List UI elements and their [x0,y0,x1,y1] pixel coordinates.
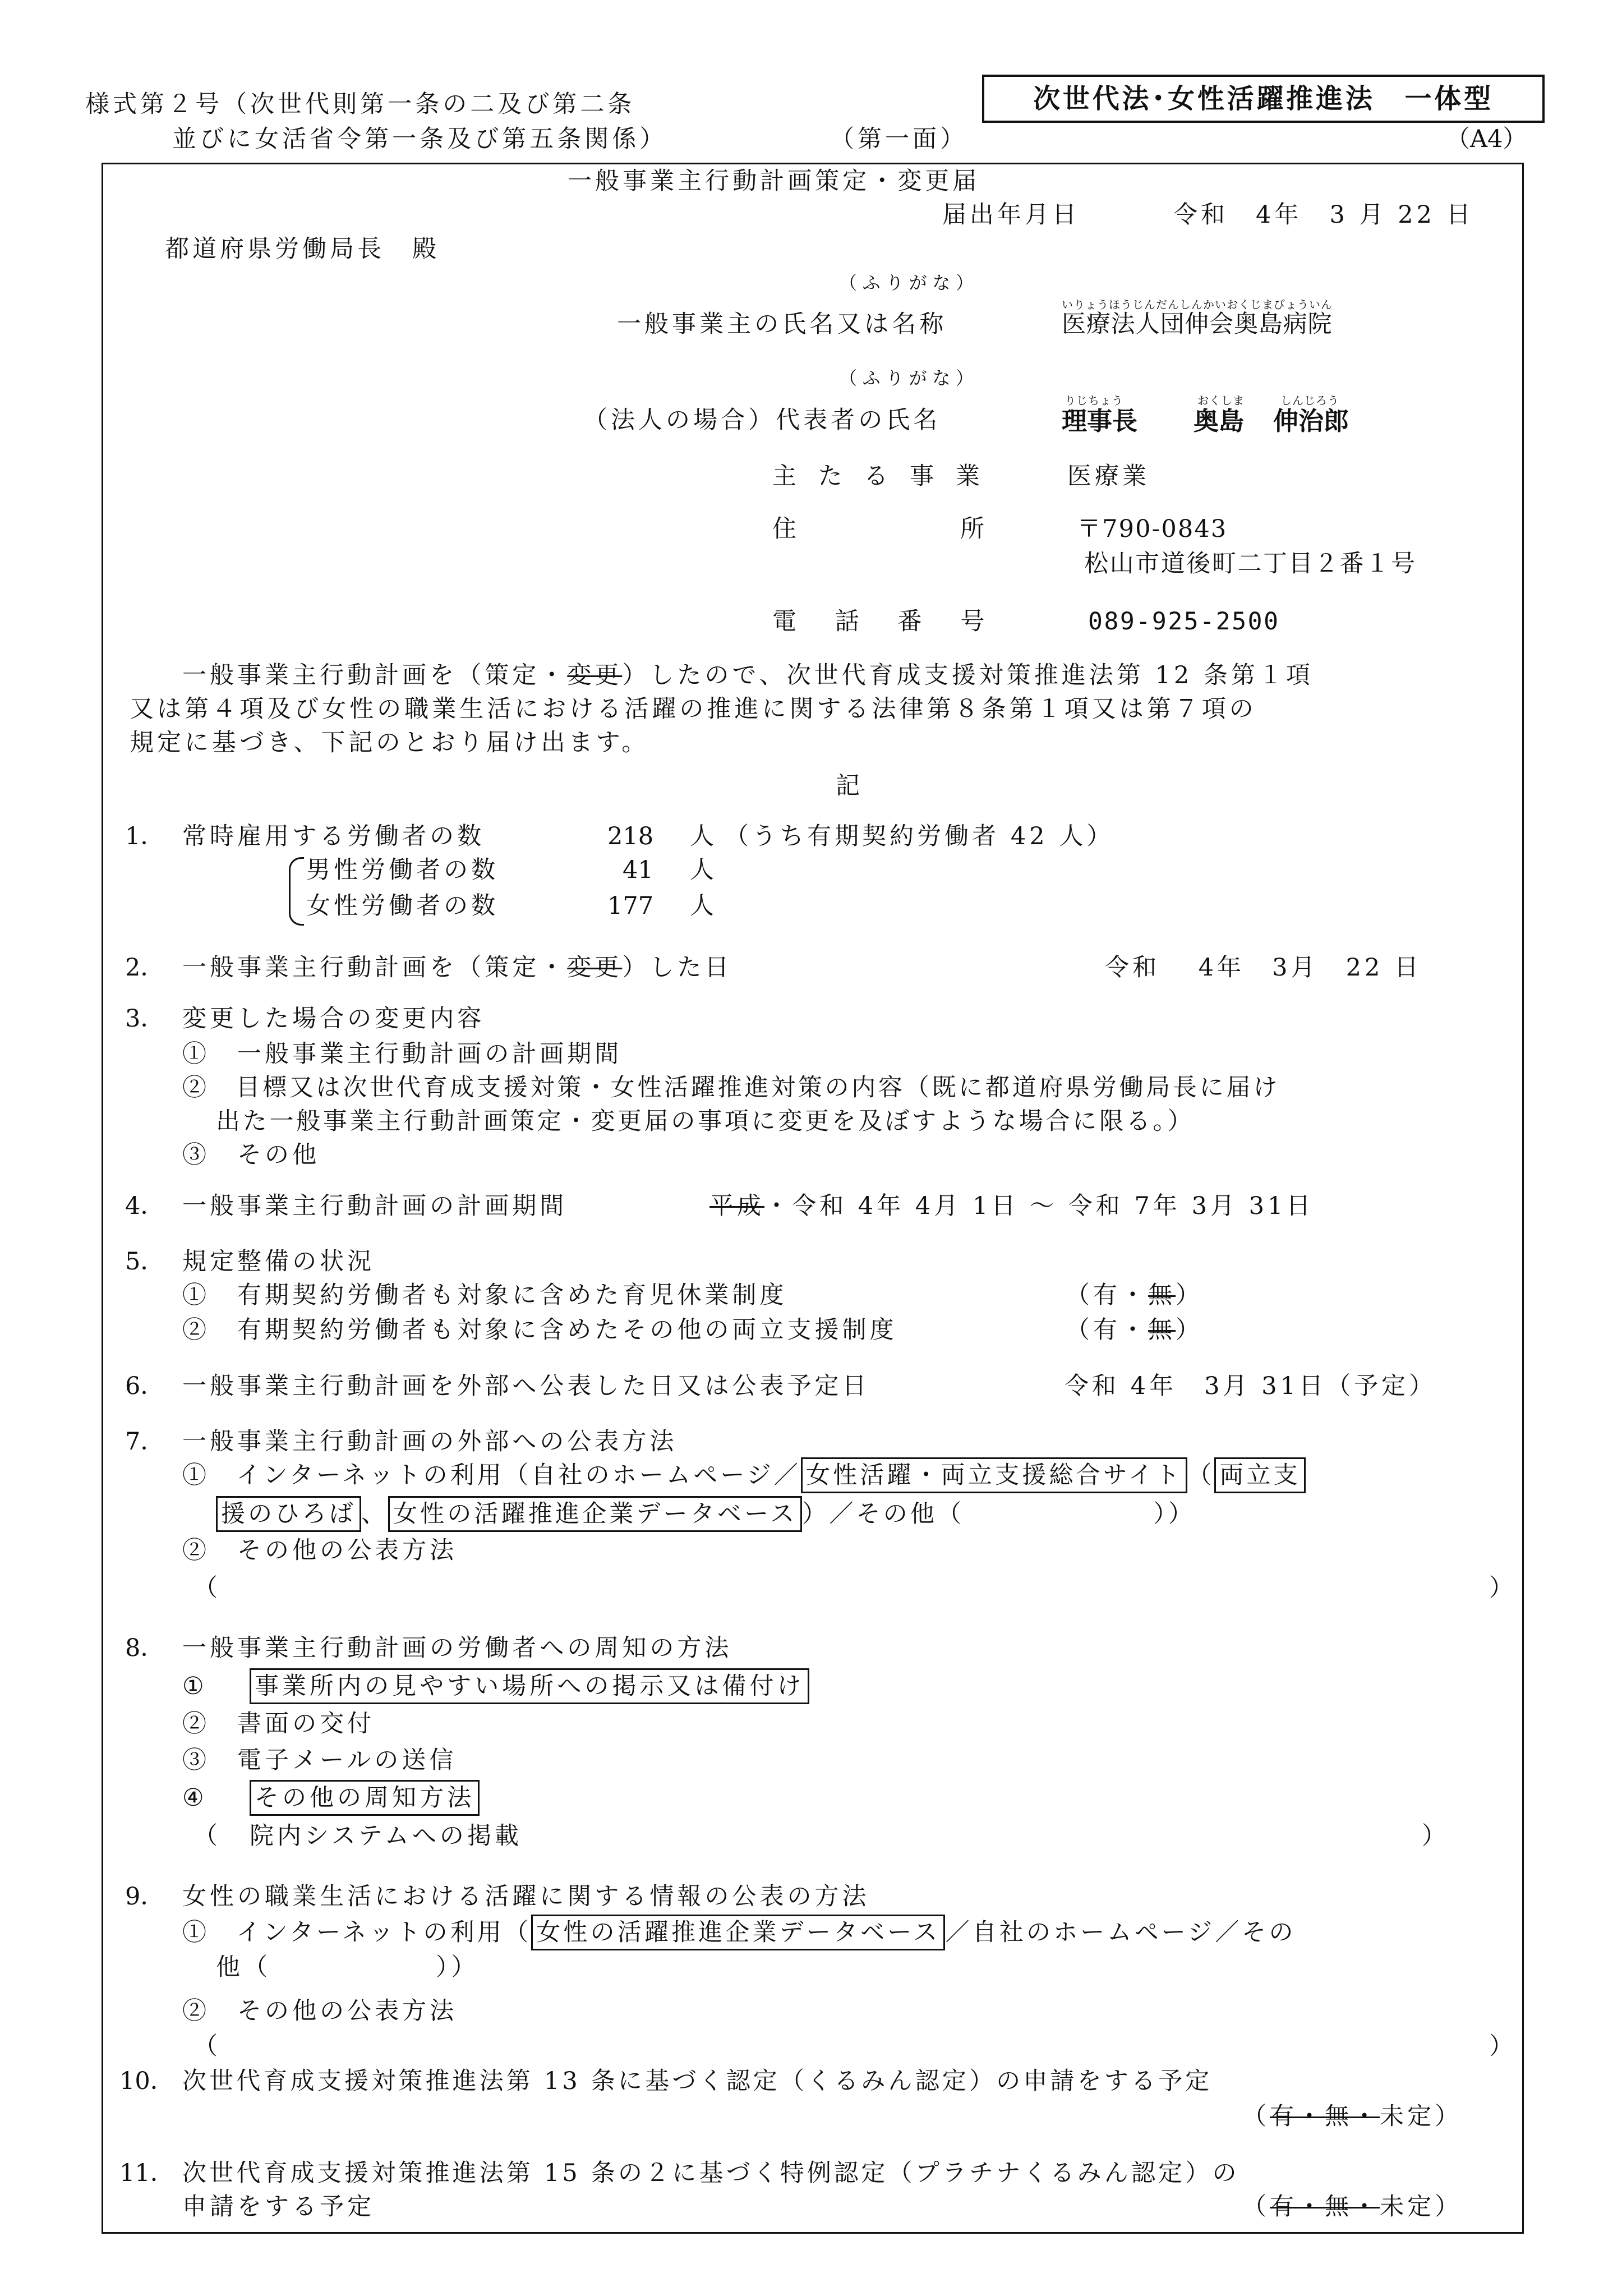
item-8-option-4 [250,1786,480,1810]
item-8-number: 8． [125,1634,165,1662]
page-label: （第一面） [830,125,968,153]
submission-date: 令和 4年 3 月 22 日 [1173,201,1474,229]
selected-method: その他の周知方法 [250,1780,480,1816]
representative-title: 理事長 [1062,406,1138,436]
platinum-kurumin-plan-answer: （有・無・未定） [1242,2193,1463,2221]
item-3-option-3: ③ その他 [182,1141,320,1169]
rep-surname-ruby: おくしま [1197,394,1245,407]
male-workers: 41 [623,856,653,884]
item-8-option-1 [250,1674,809,1699]
postal-code: 〒790-0843 [1077,515,1228,543]
intro-line-2: 又は第４項及び女性の職業生活における活躍の推進に関する法律第８条第１項又は第７項の [130,695,1257,723]
paren-close: ） [1489,2032,1513,2060]
address-label: 住 [772,515,796,543]
furigana-label: （ふりがな） [839,367,979,389]
form-legal-basis: 並びに女活省令第一条及び第五条関係） [172,125,667,153]
item-1-label: 常時雇用する労働者の数 [182,822,485,850]
item-8-option-4-number: ④ [182,1784,204,1812]
female-workers: 177 [607,892,654,920]
item-5-option-2: ② 有期契約労働者も対象に含めたその他の両立支援制度 [182,1316,897,1344]
employer-name-ruby: いりょうほうじんだんしんかいおくじまびょういん [1062,298,1333,311]
item-7-number: 7． [125,1428,165,1456]
selected-site: 女性の活躍推進企業データベース [388,1496,802,1532]
item-3-number: 3． [125,1005,165,1033]
intro-line-1: 一般事業主行動計画を（策定・変更）したので、次世代育成支援対策推進法第 12 条第１項 [182,661,1314,689]
item-9-number: 9． [125,1883,165,1911]
submission-date-label: 届出年月日 [942,201,1080,229]
item-2-number: 2． [125,954,165,982]
paren-open: （ [193,1574,218,1602]
item-11-label-cont: 申請をする予定 [182,2193,375,2221]
brace [289,857,304,926]
total-workers: 218 [607,822,654,850]
item-9-option-1: ① インターネットの利用（ 女性の活躍推進企業データベース ／自社のホームページ／その [182,1921,1296,1945]
item-3-option-2: ② 目標又は次世代育成支援対策・女性活躍推進対策の内容（既に都道府県労働局長に届け [182,1074,1280,1102]
representative-surname: 奥島 [1194,406,1245,436]
selected-site: 女性の活躍推進企業データベース [531,1915,945,1950]
selected-site: 援のひろば [216,1496,361,1532]
item-10-number: 10． [119,2067,174,2095]
kurumin-plan-answer: （有・無・未定） [1242,2102,1463,2131]
item-7-label: 一般事業主行動計画の外部への公表方法 [182,1428,678,1456]
employer-name: 医療法人団伸会奥島病院 [1062,310,1333,338]
selected-site: 女性活躍・両立支援総合サイト [801,1457,1187,1493]
item-11-label: 次世代育成支援対策推進法第 15 条の２に基づく特例認定（プラチナくるみん認定）の [182,2159,1239,2187]
intro-line-3: 規定に基づき、下記のとおり届け出ます。 [130,729,649,757]
childcare-leave-status: （有・無） [1066,1281,1204,1309]
item-6-number: 6． [125,1372,165,1400]
representative-given-name: 伸治郎 [1273,406,1349,436]
paren-open: （ [193,1822,218,1850]
item-8-label: 一般事業主行動計画の労働者への周知の方法 [182,1634,732,1662]
document-title: 一般事業主行動計画策定・変更届 [568,167,980,195]
item-11-number: 11． [119,2159,174,2187]
item-8-option-1-number: ① [182,1672,204,1700]
form-number: 様式第２号（次世代則第一条の二及び第二条 [85,90,635,118]
item-4-number: 4． [125,1192,165,1220]
phone-number: 089-925-2500 [1088,608,1280,636]
item-7-option-1-cont: 援のひろば 、 女性の活躍推進企業データベース ）／その他（ ）） [216,1502,1195,1526]
plan-period: 平成・令和 4年 4月 1日 ～ 令和 7年 3月 31日 [709,1192,1314,1220]
address: 松山市道後町二丁目２番１号 [1084,550,1417,578]
unit-person: 人 [690,892,714,920]
item-3-option-2-cont: 出た一般事業主行動計画策定・変更届の事項に変更を及ぼすような場合に限る。） [216,1107,1195,1135]
item-8-option-3: ③ 電子メールの送信 [182,1746,457,1774]
paren-close: ） [1489,1574,1513,1602]
item-8-option-2: ② 書面の交付 [182,1710,375,1738]
ki-marker: 記 [836,772,860,800]
paren-open: （ [193,2032,218,2060]
item-9-option-2: ② その他の公表方法 [182,1997,458,2025]
item-5-number: 5． [125,1248,165,1276]
main-business: 医療業 [1067,462,1150,490]
support-system-status: （有・無） [1066,1316,1204,1344]
item-9-label: 女性の職業生活における活躍に関する情報の公表の方法 [182,1883,870,1911]
selected-method: 事業所内の見やすい場所への掲示又は備付け [250,1668,809,1704]
other-method-value: 院内システムへの掲載 [250,1822,522,1850]
paren-close: ） [1422,1822,1446,1850]
item-1-number: 1． [125,822,165,850]
item-3-option-1: ① 一般事業主行動計画の計画期間 [182,1040,623,1068]
unit-person: 人 [690,856,714,884]
male-workers-label: 男性労働者の数 [306,856,499,884]
form-type-badge: 次世代法･女性活躍推進法 一体型 [982,75,1545,123]
item-7-option-2: ② その他の公表方法 [182,1536,458,1565]
female-workers-label: 女性労働者の数 [306,892,499,920]
plan-date: 令和 4年 3月 22 日 [1105,954,1422,982]
item-2-label: 一般事業主行動計画を（策定・変更）した日 [182,954,732,982]
address-label-end: 所 [960,515,984,543]
main-business-label: 主たる事業 [772,462,1002,490]
item-6-label: 一般事業主行動計画を外部へ公表した日又は公表予定日 [182,1372,870,1400]
rep-given-ruby: しんじろう [1280,394,1339,407]
selected-site: 両立支 [1214,1457,1305,1493]
rep-title-ruby: りじちょう [1065,394,1123,407]
employer-name-label: 一般事業主の氏名又は名称 [617,310,947,338]
contract-workers: （うち有期契約労働者 42 人） [725,822,1114,850]
phone-label: 電 話 番 号 [772,608,992,636]
item-5-option-1: ① 有期契約労働者も対象に含めた育児休業制度 [182,1281,787,1309]
item-5-label: 規定整備の状況 [182,1248,375,1276]
item-3-label: 変更した場合の変更内容 [182,1005,485,1033]
unit-person: 人 [690,822,714,850]
addressee: 都道府県労働局長 殿 [165,235,440,263]
paper-size-label: （A4） [1446,125,1527,153]
representative-label: （法人の場合）代表者の氏名 [583,406,941,434]
publication-date: 令和 4年 3月 31日（予定） [1065,1372,1437,1400]
item-7-option-1: ① インターネットの利用（自社のホームページ／ 女性活躍・両立支援総合サイト （ 両立支 [182,1464,1306,1488]
item-9-option-1-cont: 他（ ）） [216,1953,479,1981]
furigana-label: （ふりがな） [839,272,979,293]
item-10-label: 次世代育成支援対策推進法第 13 条に基づく認定（くるみん認定）の申請をする予定 [182,2067,1213,2095]
item-4-label: 一般事業主行動計画の計画期間 [182,1192,568,1220]
